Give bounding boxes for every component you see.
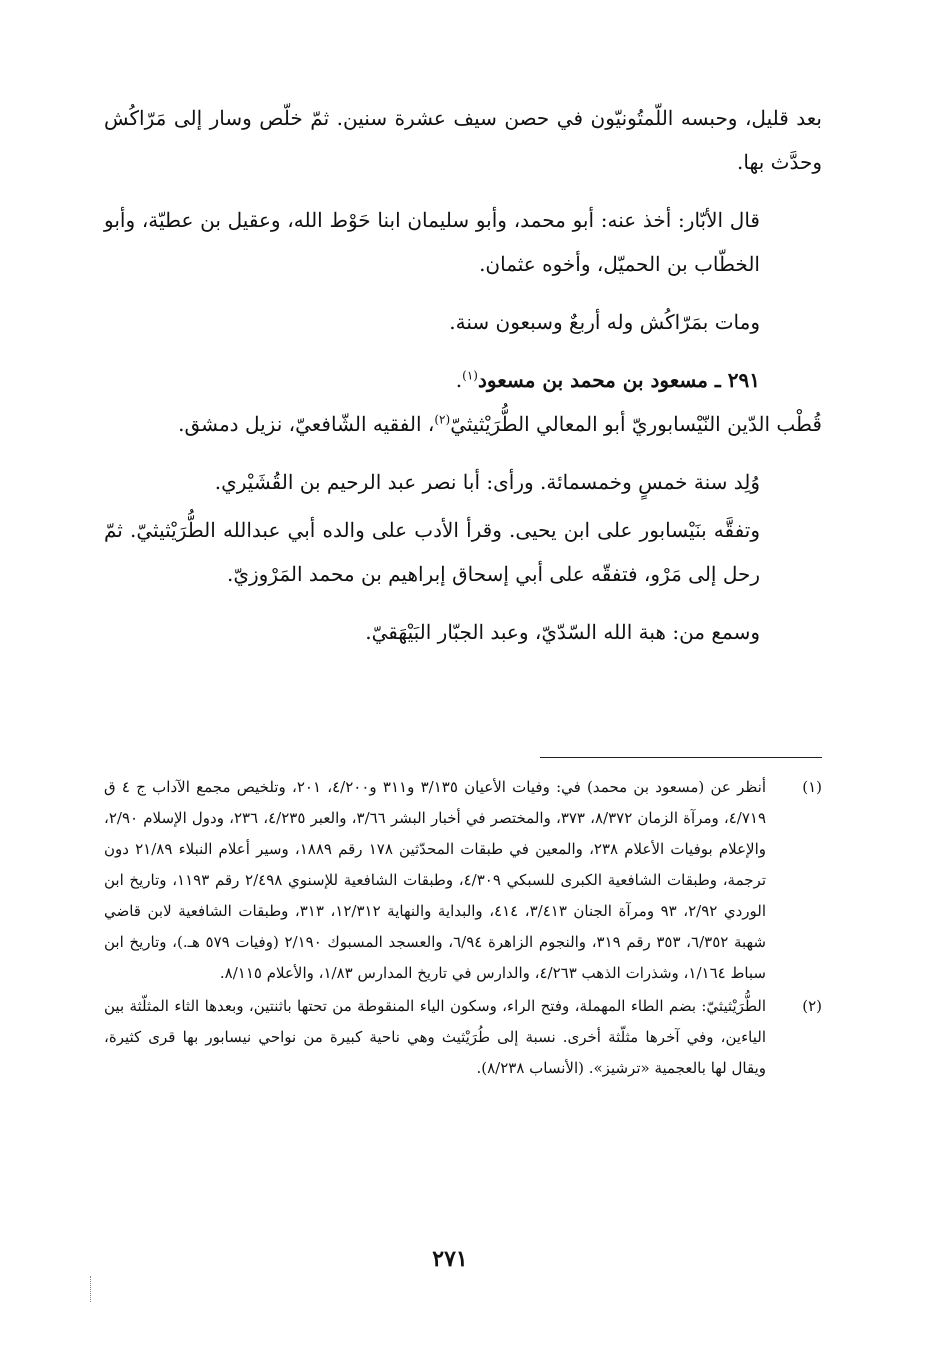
- identity-start: قُطْب الدّين النّيْسابوريّ أبو المعالي الطُّرَيْثيثيّ: [450, 412, 822, 436]
- paragraph-death: ومات بمَرّاكُش وله أربعٌ وسبعون سنة.: [449, 310, 760, 334]
- footnote-separator: [540, 757, 822, 758]
- footnote-1: [104, 772, 822, 989]
- entry-heading-end: .: [455, 368, 463, 392]
- footnotes: [104, 772, 822, 1086]
- paragraph-heard-from: وسمع من: هبة الله السّدّيّ، وعبد الجبّار البَيْهَقيّ.: [365, 620, 760, 644]
- page-number: ٢٧١: [432, 1246, 468, 1272]
- entry-heading: [104, 358, 822, 402]
- scan-edge-mark: [90, 1276, 91, 1302]
- footnote-text: الطُّرَيْثيثيّ: بضم الطاء المهملة، وفتح الراء، وسكون الياء المنقوطة من تحتها باثنتين، وبعدها الثاء المثلّثة بين الياءين، وفي آخرها مثلّثة أخرى. نسبة إلى طُرَيْثيث وهي ناحية كبيرة من نواحي نيسابور بها قرى كثيرة، ويقال لها بالعجمية «ترشيز». (الأنساب ٨/٢٣٨).: [104, 997, 766, 1077]
- entry-heading-text: ٢٩١ ـ مسعود بن محمد بن مسعود: [477, 368, 760, 392]
- footnote-number: (٢): [802, 997, 822, 1015]
- paragraph-identity: [104, 402, 822, 446]
- footnote-text: أنظر عن (مسعود بن محمد) في: وفيات الأعيان ٣/١٣٥ و٣١١ و٤/٢٠٠، ٢٠١، وتلخيص مجمع الآداب ج ٤ ق ٤/٧١٩، ومرآة الزمان ٨/٣٧٢، ٣٧٣، والمختصر في أخبار البشر ٣/٦٦، والعبر ٤/٢٣٥، ٢٣٦، ودول الإسلام ٢/٩٠، والإعلام بوفيات الأعلام ٢٣٨، والمعين في طبقات المحدّثين ١٧٨ رقم ١٨٨٩، وسير أعلام النبلاء ٢١/٨٩ دون ترجمة، وطبقات الشافعية الكبرى للسبكي ٤/٣٠٩، وطبقات الشافعية للإسنوي ٢/٤٩٨ رقم ١١٩٣، وتاريخ ابن الوردي ٢/٩٢، ٩٣ ومرآة الجنان ٣/٤١٣، ٤١٤، والبداية والنهاية ١٢/٣١٢، ٣١٣، وطبقات الشافعية لابن قاضي شهبة ٦/٣٥٢، ٣٥٣ رقم ٣١٩، والنجوم الزاهرة ٦/٩٤، والعسجد المسبوك ٢/١٩٠ (وفيات ٥٧٩ هـ.)، وتاريخ ابن سباط ١/١٦٤، وشذرات الذهب ٤/٢٦٣، والدارس في تاريخ المدارس ١/٨٣، والأعلام ٨/١١٥.: [104, 778, 767, 982]
- identity-end: ، الفقيه الشّافعيّ، نزيل دمشق.: [178, 412, 435, 436]
- footnote-2: [104, 991, 822, 1084]
- paragraph-study: وتفقَّه بنَيْسابور على ابن يحيى. وقرأ الأدب على والده أبي عبدالله الطُّرَيْثيثيّ. ثمّ رحل إلى مَرْو، فتفقّه على أبي إسحاق إبراهيم بن محمد المَرْوزيّ.: [104, 518, 760, 586]
- paragraph-continuation: بعد قليل، وحبسه اللّمتُونيّون في حصن سيف عشرة سنين. ثمّ خلّص وسار إلى مَرّاكُش وحدَّث بها.: [104, 106, 822, 174]
- paragraph-birth: وُلِد سنة خمسٍ وخمسمائة. ورأى: أبا نصر عبد الرحيم بن القُشَيْري.: [214, 470, 760, 494]
- paragraph-students: قال الأبّار: أخذ عنه: أبو محمد، وأبو سليمان ابنا حَوْط الله، وعقيل بن عطيّة، وأبو الخطّاب بن الحميّل، وأخوه عثمان.: [104, 208, 760, 276]
- footnote-ref-1: (١): [462, 368, 478, 383]
- main-text: [104, 96, 822, 654]
- footnote-ref-2: (٢): [434, 412, 451, 427]
- footnote-number: (١): [802, 778, 822, 796]
